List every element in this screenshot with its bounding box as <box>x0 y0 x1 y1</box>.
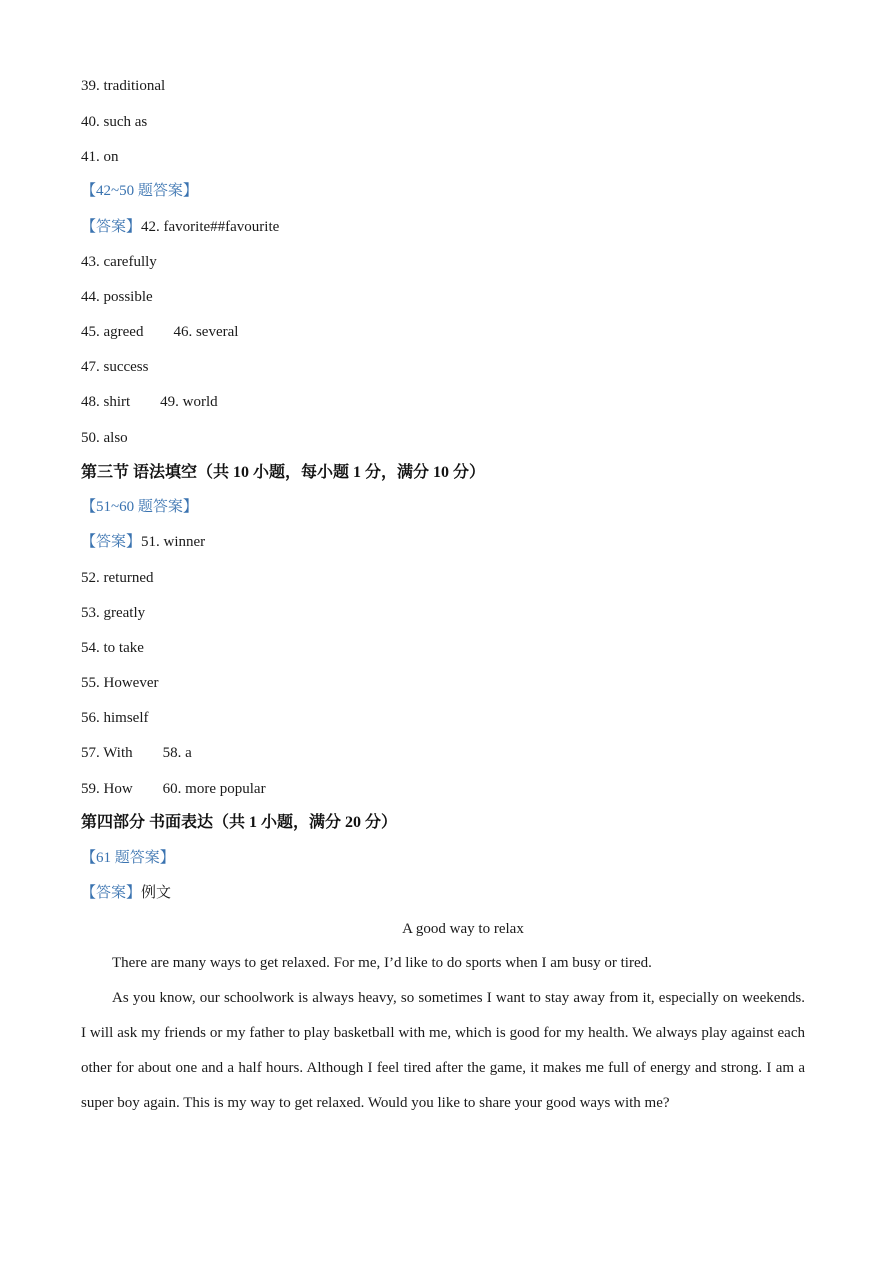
answer-56: 56. himself <box>81 710 149 726</box>
answer-48-49 <box>81 392 218 412</box>
answer-53: 53. greatly <box>81 605 146 621</box>
section-label-61: 【61 题答案】 <box>81 850 175 866</box>
sample-label: 例文 <box>141 885 172 901</box>
answer-39: 39. traditional <box>81 78 166 94</box>
answer-48: 48. shirt <box>81 394 131 410</box>
answer-tag: 【答案】 <box>81 885 142 901</box>
essay-title: A good way to relax <box>402 921 524 937</box>
answer-61 <box>81 883 171 903</box>
section-label-51-60: 【51~60 题答案】 <box>81 499 198 515</box>
section-label-42-50: 【42~50 题答案】 <box>81 183 198 199</box>
answer-50: 50. also <box>81 430 128 446</box>
answer-59-60 <box>81 779 266 799</box>
answer-41: 41. on <box>81 149 119 165</box>
answer-51: 【答案】51. winner <box>81 534 206 550</box>
essay-paragraph-1: There are many ways to get relaxed. For me, I’d like to do sports when I am busy or tired. <box>112 955 652 971</box>
answer-58: 58. a <box>162 745 192 761</box>
answer-tag: 【答案】 <box>81 219 142 235</box>
answer-42: 【答案】42. favorite##favourite <box>81 219 280 235</box>
answer-tag: 【答案】 <box>81 534 142 550</box>
essay-paragraph-2: As you know, our schoolwork is always heavy, so sometimes I want to stay away from it, especially on weekends. I will ask my friends or my father to play basketball with me, which is good for my health. We always play against each other for about one and a half hours. Although I feel tired after the game, it makes me full of energy and strong. I am a super boy again. This is my way to get relaxed. Would you like to share your good ways with me? <box>81 990 805 1111</box>
answer-45-46 <box>81 322 238 342</box>
answer-52: 52. returned <box>81 570 154 586</box>
answer-44: 44. possible <box>81 289 153 305</box>
answer-47: 47. success <box>81 359 149 375</box>
answer-57-58 <box>81 743 192 763</box>
answer-43: 43. carefully <box>81 254 157 270</box>
answer-57: 57. With <box>81 745 133 761</box>
part4-heading: 第四部分 书面表达（共 1 小题，满分 20 分） <box>81 814 398 831</box>
section3-heading: 第三节 语法填空（共 10 小题，每小题 1 分，满分 10 分） <box>81 464 486 481</box>
answer-40: 40. such as <box>81 114 148 130</box>
answer-46: 46. several <box>173 324 239 340</box>
answer-60: 60. more popular <box>162 781 266 797</box>
answer-45: 45. agreed <box>81 324 144 340</box>
answer-49: 49. world <box>160 394 218 410</box>
answer-55: 55. However <box>81 675 159 691</box>
answer-54: 54. to take <box>81 640 144 656</box>
answer-59: 59. How <box>81 781 133 797</box>
